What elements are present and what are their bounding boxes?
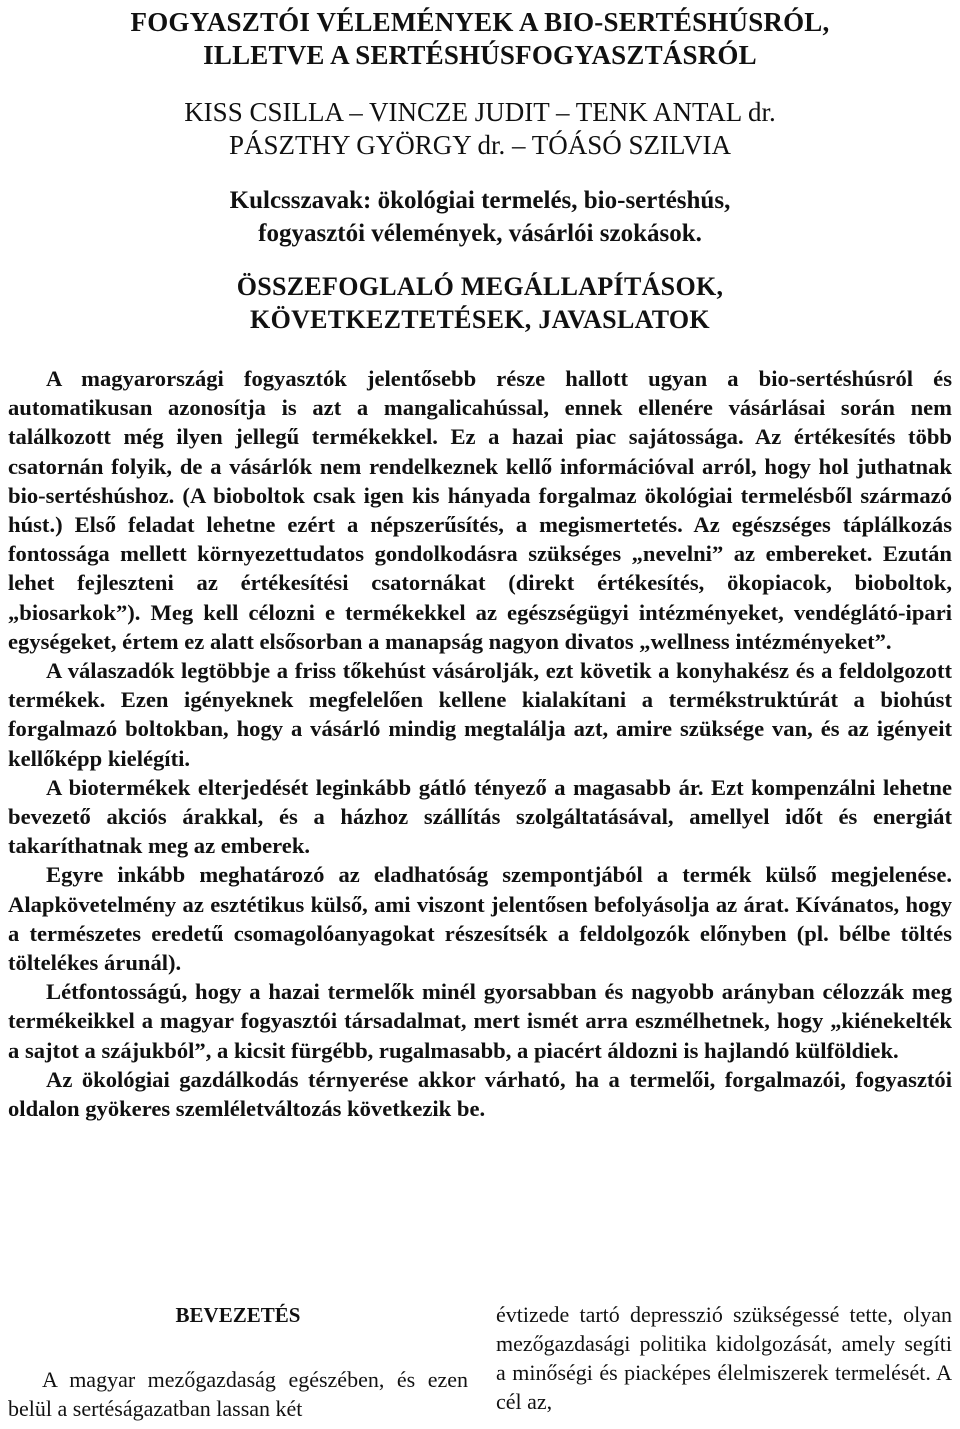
summary-body bbox=[8, 364, 952, 1123]
summary-paragraph: A biotermékek elterjedését leginkább gátló tényező a magasabb ár. Ezt kompenzálni lehetne bevezető akciós árakkal, és a házhoz szállítás szolgáltatásával, amellyel időt és energiát takaríthatnak meg az emberek. bbox=[8, 774, 952, 859]
intro-paragraph-right: évtizede tartó depresszió szükségessé tette, olyan mezőgazdasági politika kidolgozását, amely segíti a minőségi és piacképes élelmiszerek termelését. A cél az, bbox=[496, 1302, 952, 1414]
summary-paragraph: Az ökológiai gazdálkodás térnyerése akkor várható, ha a termelői, forgalmazói, fogyasztói oldalon gyökeres szemléletváltozás következik be. bbox=[8, 1066, 952, 1122]
summary-paragraph: A válaszadók legtöbbje a friss tőkehúst vásárolják, ezt követik a konyhakész és a feldolgozott termékek. Ezen igényeknek megfelelően kellene kialakítani a termékstruktúrát a biohúst forgalmazó boltokban, hogy a vásárló mindig megtalálja azt, amire szüksége van, és az igényeit kellőképp kielégíti. bbox=[8, 658, 952, 771]
author-list bbox=[0, 96, 960, 162]
summary-heading-line-1: ÖSSZEFOGLALÓ MEGÁLLAPÍTÁSOK, bbox=[236, 272, 724, 301]
intro-paragraph-left: A magyar mezőgazdaság egészében, és ezen belül a sertéságazatban lassan két bbox=[8, 1367, 468, 1421]
author-line-2: PÁSZTHY GYÖRGY dr. – TÓÁSÓ SZILVIA bbox=[228, 130, 732, 160]
introduction-heading: BEVEZETÉS bbox=[175, 1303, 301, 1327]
author-line-1: KISS CSILLA – VINCZE JUDIT – TENK ANTAL dr. bbox=[184, 97, 776, 127]
paper-title-line-2: ILLETVE A SERTÉSHÚSFOGYASZTÁSRÓL bbox=[203, 40, 757, 70]
keywords-line-1: Kulcsszavak: ökológiai termelés, bio-sertéshús, bbox=[229, 187, 731, 214]
summary-heading bbox=[0, 270, 960, 336]
intro-left-column bbox=[8, 1300, 468, 1423]
paper-title-line-1: FOGYASZTÓI VÉLEMÉNYEK A BIO-SERTÉSHÚSRÓL, bbox=[130, 7, 830, 37]
intro-right-column bbox=[496, 1300, 952, 1416]
keywords-line-2: fogyasztói vélemények, vásárlói szokások. bbox=[258, 220, 702, 247]
keywords bbox=[0, 184, 960, 250]
summary-paragraph: A magyarországi fogyasztók jelentősebb része hallott ugyan a bio-sertéshúsról és automatikusan azonosítja is azt a mangalicahússal, ennek ellenére vásárlásai során nem találkozott még ilyen jellegű termékekkel. Ez a hazai piac sajátossága. Az értékesítés több csatornán folyik, de a vásárlók nem rendelkeznek kellő információval arról, hogy hol juthatnak bio-sertéshúshoz. (A bioboltok csak igen kis hányada forgalmaz ökológiai termelésből származó húst.) Első feladat lehetne ezért a népszerűsítés, a megismertetés. Az egészséges táplálkozás fontossága mellett környezettudatos gondolkodásra szükséges „nevelni” az embereket. Ezután lehet fejleszteni az értékesítési csatornákat (direkt értékesítés, ökopiacok, bioboltok, „biosarkok”). Meg kell célozni e termékekkel az egészségügyi intézményeket, vendéglátó-ipari egységeket, értem ez alatt elsősorban a manapság nagyon divatos „wellness intézményeket”. bbox=[8, 366, 952, 654]
paper-title bbox=[0, 6, 960, 72]
summary-heading-line-2: KÖVETKEZTETÉSEK, JAVASLATOK bbox=[250, 305, 710, 334]
summary-paragraph: Egyre inkább meghatározó az eladhatóság szempontjából a termék külső megjelenése. Alapkövetelmény az esztétikus külső, ami viszont jelentősen befolyásolja az árat. Kívánatos, hogy a természetes eredetű csomagolóanyagokat részesítsék a feldolgozók előnyben (pl. bélbe töltés töltelékes árunál). bbox=[8, 862, 952, 976]
summary-paragraph: Létfontosságú, hogy a hazai termelők minél gyorsabban és nagyobb arányban célozzák meg termékeikkel a magyar fogyasztói társadalmat, mert ismét arra eszmélhetnek, hogy „kiénekelték a sajtot a szájukból”, a kicsit fürgébb, rugalmasabb, a piacért áldozni is hajlandó külföldiek. bbox=[8, 979, 952, 1063]
